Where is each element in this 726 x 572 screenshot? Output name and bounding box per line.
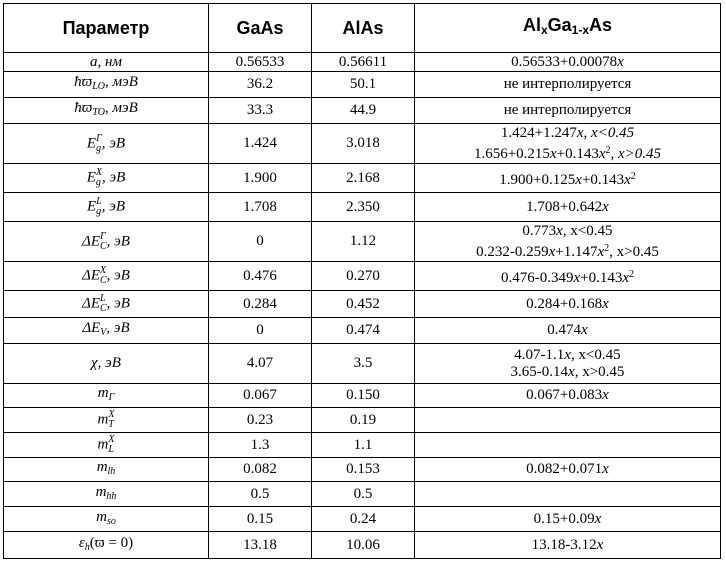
alas-value: 0.24 <box>312 507 415 532</box>
alas-value: 3.018 <box>312 124 415 164</box>
row-to-phonon <box>4 98 721 124</box>
gaas-value: 1.708 <box>209 193 312 222</box>
alloy-formula: не интерполируется <box>415 72 721 98</box>
gaas-value: 1.424 <box>209 124 312 164</box>
alas-value: 2.168 <box>312 164 415 193</box>
row-m-lh <box>4 458 721 482</box>
row-electron-affinity <box>4 344 721 384</box>
gaas-value: 0 <box>209 222 312 262</box>
param-cell: ΔE L C , эВ <box>4 291 209 318</box>
row-m-gamma <box>4 384 721 408</box>
alloy-formula: 1.708+0.642x <box>415 193 721 222</box>
header-alloy: AlxGa1-xAs <box>415 4 721 53</box>
param-cell: $m_Г$ <box>4 384 209 408</box>
param-cell: $\varepsilon_h(ϖ = 0)$ <box>4 532 209 559</box>
alas-value: 0.5 <box>312 482 415 507</box>
param-cell: m X T <box>4 408 209 433</box>
alas-value: 2.350 <box>312 193 415 222</box>
gaas-value: 4.07 <box>209 344 312 384</box>
alas-value: 0.19 <box>312 408 415 433</box>
gaas-value: 0.15 <box>209 507 312 532</box>
alloy-formula: $0.476-0.349x+0.143x^2$ <box>415 262 721 291</box>
row-lo-phonon <box>4 72 721 98</box>
row-eg-gamma <box>4 124 721 164</box>
row-dec-l <box>4 291 721 318</box>
row-eg-l <box>4 193 721 222</box>
gaas-value: 36.2 <box>209 72 312 98</box>
gaas-value: 1.3 <box>209 433 312 458</box>
header-param: Параметр <box>4 4 209 53</box>
parameters-table <box>3 3 721 559</box>
alas-value: 0.56611 <box>312 53 415 72</box>
alloy-formula <box>415 408 721 433</box>
alloy-formula: 0.15+0.09x <box>415 507 721 532</box>
alloy-formula: 13.18-3.12x <box>415 532 721 559</box>
header-alas: AlAs <box>312 4 415 53</box>
param-cell: χ, эВ <box>4 344 209 384</box>
alloy-formula: $1.900+0.125x+0.143x^2$ <box>415 164 721 193</box>
alas-value: 0.150 <box>312 384 415 408</box>
gaas-value: 0.082 <box>209 458 312 482</box>
header-gaas: GaAs <box>209 4 312 53</box>
alas-value: 0.153 <box>312 458 415 482</box>
row-m-lx <box>4 433 721 458</box>
param-cell: ΔE X C , эВ <box>4 262 209 291</box>
gaas-value: 0.067 <box>209 384 312 408</box>
alas-value: 1.12 <box>312 222 415 262</box>
gaas-value: 33.3 <box>209 98 312 124</box>
gaas-value: 0 <box>209 318 312 344</box>
param-cell: m X L <box>4 433 209 458</box>
alloy-formula: не интерполируется <box>415 98 721 124</box>
header-row <box>4 4 721 53</box>
row-lattice-constant <box>4 53 721 72</box>
param-cell: a, нм <box>4 53 209 72</box>
alloy-formula: 0.284+0.168x <box>415 291 721 318</box>
alloy-formula <box>415 482 721 507</box>
param-cell: E X g , эВ <box>4 164 209 193</box>
gaas-value: 0.284 <box>209 291 312 318</box>
gaas-value: 0.56533 <box>209 53 312 72</box>
row-eg-x <box>4 164 721 193</box>
alas-value: 3.5 <box>312 344 415 384</box>
alloy-formula: 0.56533+0.00078x <box>415 53 721 72</box>
param-cell: $m_{lh}$ <box>4 458 209 482</box>
param-cell: $\Delta E_V$, эВ <box>4 318 209 344</box>
alas-value: 0.474 <box>312 318 415 344</box>
param-cell: E L g , эВ <box>4 193 209 222</box>
alas-value: 1.1 <box>312 433 415 458</box>
param-cell: $m_{so}$ <box>4 507 209 532</box>
param-cell: $m_{hh}$ <box>4 482 209 507</box>
row-dec-gamma <box>4 222 721 262</box>
row-dev <box>4 318 721 344</box>
row-m-tx <box>4 408 721 433</box>
row-m-so <box>4 507 721 532</box>
gaas-value: 0.5 <box>209 482 312 507</box>
row-dec-x <box>4 262 721 291</box>
param-cell: E Г g , эВ <box>4 124 209 164</box>
param-cell: ΔE Г C , эВ <box>4 222 209 262</box>
alloy-formula: 4.07-1.1x, x<0.45 3.65-0.14x, x>0.45 <box>415 344 721 384</box>
alloy-formula: 0.082+0.071x <box>415 458 721 482</box>
alloy-formula: 1.424+1.247x, x<0.45 $1.656+0.215x+0.143x^2$, x>0.45 <box>415 124 721 164</box>
alas-value: 0.452 <box>312 291 415 318</box>
alas-value: 50.1 <box>312 72 415 98</box>
alas-value: 44.9 <box>312 98 415 124</box>
alloy-formula <box>415 433 721 458</box>
row-dielectric <box>4 532 721 559</box>
gaas-value: 0.476 <box>209 262 312 291</box>
alas-value: 10.06 <box>312 532 415 559</box>
alloy-formula: 0.474x <box>415 318 721 344</box>
alas-value: 0.270 <box>312 262 415 291</box>
param-cell: $ħϖ_{LO}$, мэВ <box>4 72 209 98</box>
alloy-formula: 0.773x, x<0.45 $0.232-0.259x+1.147x^2$, x>0.45 <box>415 222 721 262</box>
gaas-value: 0.23 <box>209 408 312 433</box>
gaas-value: 13.18 <box>209 532 312 559</box>
param-cell: $ħϖ_{TO}$, мэВ <box>4 98 209 124</box>
alloy-formula: 0.067+0.083x <box>415 384 721 408</box>
row-m-hh <box>4 482 721 507</box>
gaas-value: 1.900 <box>209 164 312 193</box>
